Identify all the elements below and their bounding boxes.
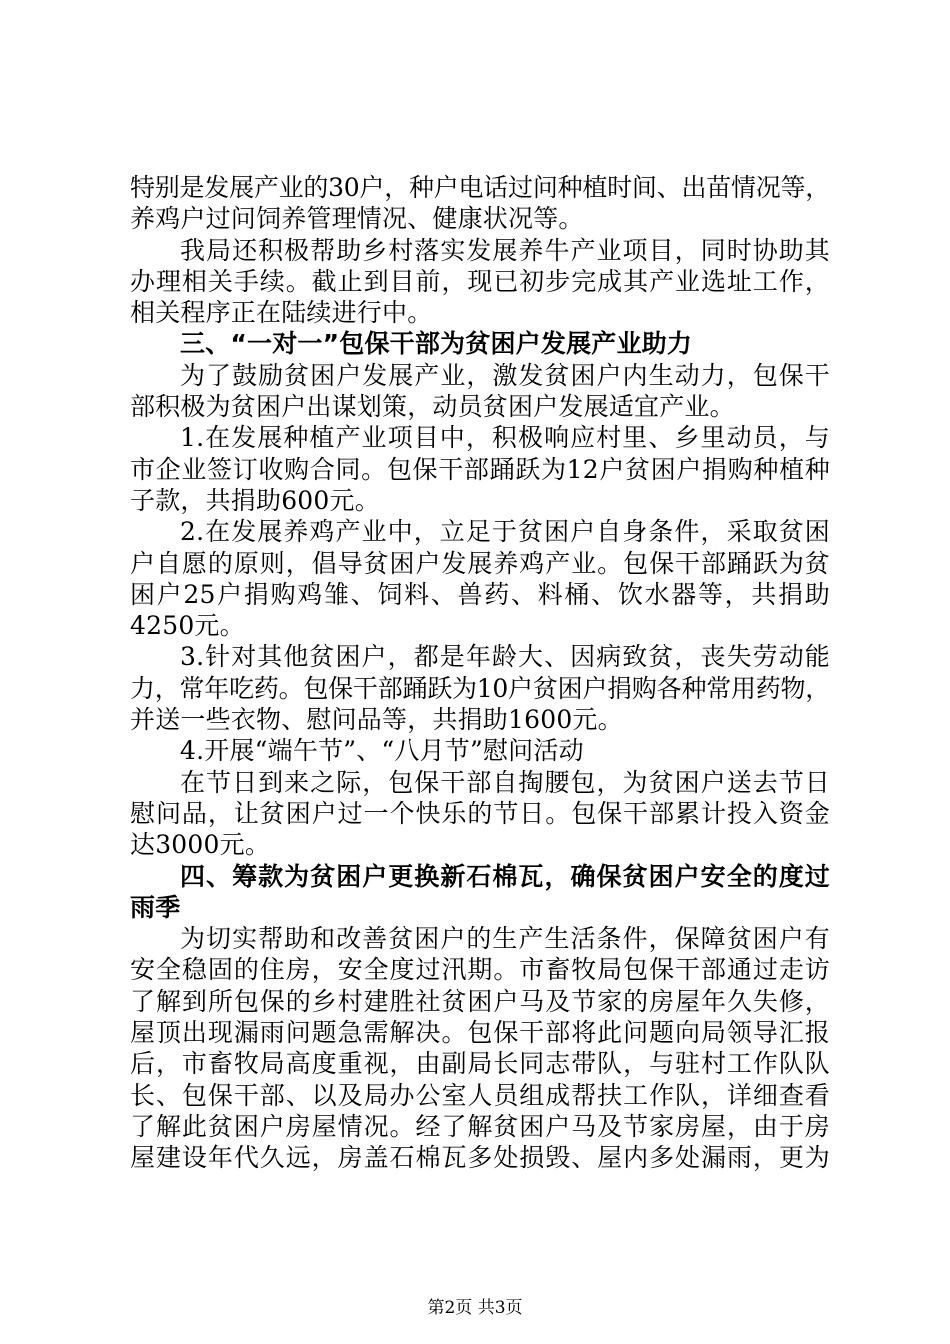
body-text-line: 困户25户捐购鸡雏、饲料、兽药、料桶、饮水器等，共捐助	[130, 579, 830, 609]
body-text-line: 1.在发展种植产业项目中，积极响应村里、乡里动员，与	[180, 423, 830, 453]
body-text-line: 安全稳固的住房，安全度过汛期。市畜牧局包保干部通过走访	[130, 955, 830, 985]
document-body	[130, 172, 830, 1174]
body-text-line: 4250元。	[130, 611, 245, 641]
page-number-label: 第2页 共3页	[427, 1298, 523, 1318]
body-text-line: 屋顶出现漏雨问题急需解决。包保干部将此问题向局领导汇报	[130, 1018, 830, 1048]
body-text-line: 子款，共捐助600元。	[130, 485, 380, 515]
body-text-line: 并送一些衣物、慰问品等，共捐助1600元。	[130, 705, 623, 735]
body-text-line: 后，市畜牧局高度重视，由副局长同志带队，与驻村工作队队	[130, 1049, 830, 1079]
page-footer	[0, 1298, 950, 1318]
body-text-line: 在节日到来之际，包保干部自掏腰包，为贫困户送去节日	[180, 767, 830, 797]
section-heading-line: 四、筹款为贫困户更换新石棉瓦，确保贫困户安全的度过	[180, 861, 830, 891]
body-text-line: 3.针对其他贫困户，都是年龄大、因病致贫，丧失劳动能	[180, 642, 830, 672]
body-text-line: 市企业签订收购合同。包保干部踊跃为12户贫困户捐购种植种	[130, 454, 830, 484]
body-text-line: 达3000元。	[130, 830, 271, 860]
body-text-line: 慰问品，让贫困户过一个快乐的节日。包保干部累计投入资金	[130, 798, 830, 828]
body-text-line: 我局还积极帮助乡村落实发展养牛产业项目，同时协助其	[180, 235, 830, 265]
body-text-line: 办理相关手续。截止到目前，现已初步完成其产业选址工作，	[130, 266, 830, 296]
body-text-line: 特别是发展产业的30户，种户电话过问种植时间、出苗情况等，	[130, 173, 830, 202]
body-text-line: 养鸡户过问饲养管理情况、健康状况等。	[130, 204, 584, 234]
body-text-line: 了解到所包保的乡村建胜社贫困户马及节家的房屋年久失修，	[130, 986, 830, 1016]
body-text-line: 长、包保干部、以及局办公室人员组成帮扶工作队，详细查看	[130, 1080, 830, 1110]
section-heading-line: 三、“一对一”包保干部为贫困户发展产业助力	[180, 329, 693, 359]
body-text-line: 4.开展“端午节”、“八月节”慰问活动	[180, 736, 584, 766]
body-text-line: 了解此贫困户房屋情况。经了解贫困户马及节家房屋，由于房	[130, 1111, 830, 1141]
body-text-line: 户自愿的原则，倡导贫困户发展养鸡产业。包保干部踊跃为贫	[130, 548, 830, 578]
body-text-line: 为切实帮助和改善贫困户的生产生活条件，保障贫困户有	[180, 924, 830, 954]
body-text-line: 部积极为贫困户出谋划策，动员贫困户发展适宜产业。	[130, 392, 735, 422]
body-text-line: 相关程序正在陆续进行中。	[130, 298, 433, 328]
body-text-line: 力，常年吃药。包保干部踊跃为10户贫困户捐购各种常用药物，	[130, 673, 830, 703]
section-heading-line: 雨季	[130, 892, 181, 922]
body-text-line: 2.在发展养鸡产业中，立足于贫困户自身条件，采取贫困	[180, 517, 830, 547]
body-text-line: 为了鼓励贫困户发展产业，激发贫困户内生动力，包保干	[180, 360, 830, 390]
body-text-line: 屋建设年代久远，房盖石棉瓦多处损毁、屋内多处漏雨，更为	[130, 1143, 830, 1173]
